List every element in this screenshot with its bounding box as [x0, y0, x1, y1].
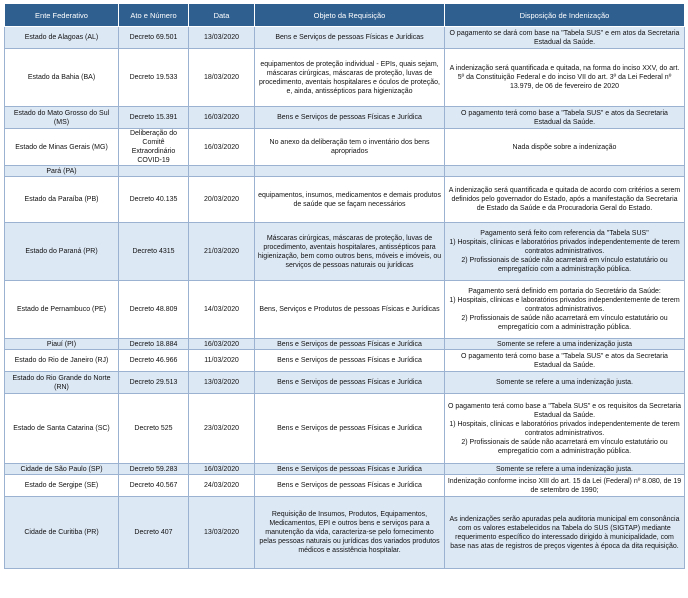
cell-ente: Estado do Paraná (PR) — [5, 223, 119, 281]
cell-ente: Cidade de Curitiba (PR) — [5, 497, 119, 569]
cell-data: 11/03/2020 — [189, 350, 255, 372]
cell-objeto: equipamentos, insumos, medicamentos e demais produtos de saúde que se façam necessários — [255, 177, 445, 223]
table-row — [5, 339, 685, 350]
cell-disposicao — [445, 166, 685, 177]
cell-ente: Estado de Alagoas (AL) — [5, 27, 119, 49]
cell-data: 20/03/2020 — [189, 177, 255, 223]
cell-ente: Estado da Bahia (BA) — [5, 49, 119, 107]
table-row — [5, 497, 685, 569]
cell-data: 13/03/2020 — [189, 497, 255, 569]
header-objeto: Objeto da Requisição — [255, 4, 445, 27]
cell-ente: Estado de Pernambuco (PE) — [5, 281, 119, 339]
cell-objeto: Bens e Serviços de pessoas Físicas e Jurídica — [255, 350, 445, 372]
cell-ato: Decreto 59.283 — [119, 464, 189, 475]
cell-data: 24/03/2020 — [189, 475, 255, 497]
cell-data: 13/03/2020 — [189, 372, 255, 394]
table-row — [5, 49, 685, 107]
table-row — [5, 27, 685, 49]
cell-ente: Estado de Sergipe (SE) — [5, 475, 119, 497]
cell-ato: Decreto 40.135 — [119, 177, 189, 223]
cell-ente: Estado de Minas Gerais (MG) — [5, 129, 119, 166]
cell-disposicao: Nada dispõe sobre a indenização — [445, 129, 685, 166]
cell-objeto: Máscaras cirúrgicas, máscaras de proteção, luvas de procedimento, aventais hospitalares, antissépticos para higienização, bem como outros bens, móveis e imóveis, ou serviços de pessoas naturais ou jurídicas — [255, 223, 445, 281]
cell-objeto: Bens e Serviços de pessoas Físicas e Jurídica — [255, 475, 445, 497]
table-row — [5, 350, 685, 372]
cell-objeto — [255, 166, 445, 177]
cell-ato: Decreto 29.513 — [119, 372, 189, 394]
cell-ato: Decreto 4315 — [119, 223, 189, 281]
cell-objeto: Bens e Serviços de pessoas Físicas e Jurídica — [255, 339, 445, 350]
cell-ato — [119, 166, 189, 177]
table-row — [5, 223, 685, 281]
cell-data: 21/03/2020 — [189, 223, 255, 281]
cell-data: 16/03/2020 — [189, 464, 255, 475]
cell-objeto: Bens e Serviços de pessoas Físicas e Jurídica — [255, 372, 445, 394]
cell-ente: Estado da Paraíba (PB) — [5, 177, 119, 223]
requisition-table — [4, 3, 685, 569]
cell-ato: Decreto 525 — [119, 394, 189, 464]
cell-ente: Estado do Rio Grande do Norte (RN) — [5, 372, 119, 394]
cell-data: 13/03/2020 — [189, 27, 255, 49]
cell-ato: Decreto 18.884 — [119, 339, 189, 350]
table-row — [5, 394, 685, 464]
cell-objeto: equipamentos de proteção individual - EPIs, quais sejam, máscaras cirúrgicas, máscaras de proteção, luvas de procedimento, aventais hospitalares e óculos de proteção, e, ainda, antissépticos para higienização — [255, 49, 445, 107]
cell-data: 16/03/2020 — [189, 129, 255, 166]
table-row — [5, 129, 685, 166]
cell-data: 23/03/2020 — [189, 394, 255, 464]
cell-ato: Decreto 69.501 — [119, 27, 189, 49]
cell-ente: Estado do Mato Grosso do Sul (MS) — [5, 107, 119, 129]
cell-ente: Cidade de São Paulo (SP) — [5, 464, 119, 475]
cell-disposicao: O pagamento se dará com base na "Tabela SUS" e em atos da Secretaria Estadual da Saúde. — [445, 27, 685, 49]
cell-ente: Estado do Rio de Janeiro (RJ) — [5, 350, 119, 372]
cell-disposicao: As indenizações serão apuradas pela auditoria municipal em consonância com os valores estabelecidos na Tabela do SUS (SIGTAP) mediante requerimento específico do interessado dirigido à municipalidade, com base nas atas de registros de preços vigentes à época da dita requisição. — [445, 497, 685, 569]
cell-ente: Estado de Santa Catarina (SC) — [5, 394, 119, 464]
cell-ato: Decreto 19.533 — [119, 49, 189, 107]
cell-ente: Pará (PA) — [5, 166, 119, 177]
cell-objeto: Bens e Serviços de pessoas Físicas e Jurídica — [255, 107, 445, 129]
cell-disposicao: Indenização conforme inciso XIII do art. 15 da Lei (Federal) nº 8.080, de 19 de setembro de 1990; — [445, 475, 685, 497]
cell-data — [189, 166, 255, 177]
table-row — [5, 372, 685, 394]
cell-data: 16/03/2020 — [189, 107, 255, 129]
cell-disposicao: O pagamento terá como base a "Tabela SUS" e os requisitos da Secretaria Estadual da Saúde. 1) Hospitais, clínicas e laboratórios privados independentemente de terem contratos administrativos. 2) Profissionais de saúde não acarretará em vínculo estatutário ou empregatício com a administração pública. — [445, 394, 685, 464]
table-row — [5, 177, 685, 223]
cell-disposicao: O pagamento terá como base a "Tabela SUS" e atos da Secretaria Estadual da Saúde. — [445, 350, 685, 372]
table-row — [5, 475, 685, 497]
cell-ato: Decreto 48.809 — [119, 281, 189, 339]
cell-disposicao: Pagamento será feito com referencia da "Tabela SUS" 1) Hospitais, clínicas e laboratórios privados independentemente de terem contratos administrativos. 2) Profissionais de saúde não acarretará em vínculo estatutário ou empregatício com a administração pública. — [445, 223, 685, 281]
cell-objeto: Requisição de Insumos, Produtos, Equipamentos, Medicamentos, EPI e outros bens e serviços para a manutenção da vida, caracteriza-se pelo fornecimento pelas pessoas naturais ou jurídicas dos variados produtos médicos e assistência hospitalar. — [255, 497, 445, 569]
cell-objeto: Bens e Serviços de pessoas Físicas e Jurídica — [255, 464, 445, 475]
header-disposicao: Disposição de Indenização — [445, 4, 685, 27]
cell-disposicao: A indenização será quantificada e quitada de acordo com critérios a serem definidos pelo governador do Estado, após a manifestação da Secretaria de Estado da Saúde e da Procuradoria Geral do Estado. — [445, 177, 685, 223]
cell-objeto: No anexo da deliberação tem o inventário dos bens apropriados — [255, 129, 445, 166]
cell-disposicao: Pagamento será definido em portaria do Secretário da Saúde: 1) Hospitais, clínicas e laboratórios privados independentemente de terem contratos administrativos. 2) Profissionais de saúde não acarretará em vínculo estatutário ou empregatício com a administração pública. — [445, 281, 685, 339]
cell-ato: Decreto 40.567 — [119, 475, 189, 497]
cell-data: 14/03/2020 — [189, 281, 255, 339]
cell-ente: Piauí (PI) — [5, 339, 119, 350]
cell-ato: Deliberação do Comitê Extraordinário COVID-19 — [119, 129, 189, 166]
cell-disposicao: Somente se refere a uma indenização justa — [445, 339, 685, 350]
requisition-table-container — [4, 3, 684, 569]
table-body — [5, 27, 685, 569]
cell-disposicao: O pagamento terá como base a "Tabela SUS" e atos da Secretaria Estadual da Saúde. — [445, 107, 685, 129]
cell-data: 16/03/2020 — [189, 339, 255, 350]
cell-objeto: Bens e Serviços de pessoas Físicas e Jurídicas — [255, 27, 445, 49]
header-ato-numero: Ato e Número — [119, 4, 189, 27]
cell-disposicao: Somente se refere a uma indenização justa. — [445, 372, 685, 394]
cell-ato: Decreto 407 — [119, 497, 189, 569]
cell-objeto: Bens, Serviços e Produtos de pessoas Físicas e Jurídicas — [255, 281, 445, 339]
cell-data: 18/03/2020 — [189, 49, 255, 107]
cell-ato: Decreto 15.391 — [119, 107, 189, 129]
cell-disposicao: Somente se refere a uma indenização justa. — [445, 464, 685, 475]
cell-disposicao: A indenização será quantificada e quitada, na forma do inciso XXV, do art. 5º da Constituição Federal e do inciso VII do art. 3º da Lei Federal nº 13.979, de 06 de fevereiro de 2020 — [445, 49, 685, 107]
header-data: Data — [189, 4, 255, 27]
header-ente-federativo: Ente Federativo — [5, 4, 119, 27]
table-row — [5, 281, 685, 339]
table-row — [5, 166, 685, 177]
table-row — [5, 464, 685, 475]
table-header-row — [5, 4, 685, 27]
cell-objeto: Bens e Serviços de pessoas Físicas e Jurídica — [255, 394, 445, 464]
table-row — [5, 107, 685, 129]
cell-ato: Decreto 46.966 — [119, 350, 189, 372]
